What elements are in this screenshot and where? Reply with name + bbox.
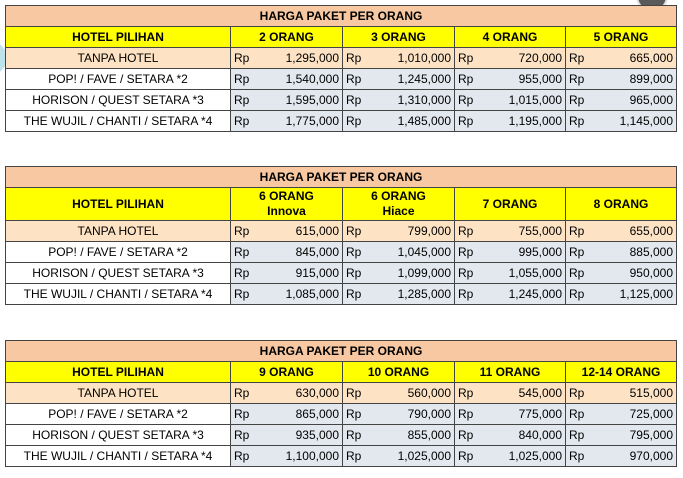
price-cell bbox=[343, 446, 455, 467]
currency-label: Rp bbox=[569, 449, 585, 463]
currency-label: Rp bbox=[458, 51, 474, 65]
currency-label: Rp bbox=[234, 245, 250, 259]
price-cell bbox=[566, 90, 677, 111]
price-cell bbox=[343, 221, 455, 242]
column-header-label: 6 ORANG bbox=[371, 189, 426, 203]
price-value: 1,285,000 bbox=[397, 287, 451, 301]
price-cell bbox=[343, 48, 455, 69]
price-value: 665,000 bbox=[629, 51, 673, 65]
column-header-label: 2 ORANG bbox=[259, 30, 314, 44]
price-cell bbox=[455, 446, 566, 467]
price-value: 1,195,000 bbox=[508, 114, 562, 128]
currency-label: Rp bbox=[346, 287, 362, 301]
table-row bbox=[6, 263, 677, 284]
table-header-row bbox=[6, 362, 677, 383]
price-cell bbox=[455, 90, 566, 111]
price-cell bbox=[343, 90, 455, 111]
currency-label: Rp bbox=[346, 224, 362, 238]
price-cell bbox=[566, 263, 677, 284]
price-value: 885,000 bbox=[629, 245, 673, 259]
currency-label: Rp bbox=[234, 428, 250, 442]
hotel-name: HORISON / QUEST SETARA *3 bbox=[6, 90, 231, 111]
column-header-label: 5 ORANG bbox=[593, 30, 649, 44]
column-header-label: 10 ORANG bbox=[367, 365, 430, 379]
hotel-name: POP! / FAVE / SETARA *2 bbox=[6, 69, 231, 90]
currency-label: Rp bbox=[458, 386, 474, 400]
price-cell bbox=[231, 284, 343, 305]
price-value: 655,000 bbox=[629, 224, 673, 238]
currency-label: Rp bbox=[234, 266, 250, 280]
column-header bbox=[343, 188, 455, 221]
currency-label: Rp bbox=[569, 287, 585, 301]
price-cell bbox=[455, 404, 566, 425]
price-value: 790,000 bbox=[407, 407, 451, 421]
column-header-label: 6 ORANG bbox=[259, 189, 314, 203]
table-title: HARGA PAKET PER ORANG bbox=[6, 167, 677, 188]
price-cell bbox=[231, 425, 343, 446]
table-row bbox=[6, 111, 677, 132]
currency-label: Rp bbox=[569, 428, 585, 442]
price-table-3 bbox=[5, 340, 677, 467]
currency-label: Rp bbox=[458, 449, 474, 463]
price-cell bbox=[343, 69, 455, 90]
column-header-label: 3 ORANG bbox=[371, 30, 426, 44]
table-row bbox=[6, 446, 677, 467]
table-title-row bbox=[6, 167, 677, 188]
price-value: 630,000 bbox=[295, 386, 339, 400]
price-cell bbox=[455, 425, 566, 446]
price-cell bbox=[566, 446, 677, 467]
price-cell bbox=[343, 404, 455, 425]
price-cell bbox=[455, 284, 566, 305]
hotel-name: HORISON / QUEST SETARA *3 bbox=[6, 263, 231, 284]
table-row bbox=[6, 383, 677, 404]
currency-label: Rp bbox=[346, 386, 362, 400]
table-row bbox=[6, 404, 677, 425]
price-value: 865,000 bbox=[295, 407, 339, 421]
column-header bbox=[343, 362, 455, 383]
column-header bbox=[566, 27, 677, 48]
price-value: 755,000 bbox=[518, 224, 562, 238]
currency-label: Rp bbox=[346, 449, 362, 463]
column-header bbox=[455, 188, 566, 221]
table-title: HARGA PAKET PER ORANG bbox=[6, 6, 677, 27]
currency-label: Rp bbox=[569, 114, 585, 128]
table-title-row bbox=[6, 341, 677, 362]
currency-label: Rp bbox=[346, 72, 362, 86]
currency-label: Rp bbox=[234, 51, 250, 65]
column-header-label: 8 ORANG bbox=[593, 196, 649, 211]
currency-label: Rp bbox=[346, 93, 362, 107]
price-value: 795,000 bbox=[629, 428, 673, 442]
price-value: 855,000 bbox=[407, 428, 451, 442]
table-row bbox=[6, 69, 677, 90]
currency-label: Rp bbox=[234, 287, 250, 301]
table-row bbox=[6, 284, 677, 305]
hotel-name: HORISON / QUEST SETARA *3 bbox=[6, 425, 231, 446]
price-value: 965,000 bbox=[629, 93, 673, 107]
price-value: 1,025,000 bbox=[397, 449, 451, 463]
price-value: 899,000 bbox=[629, 72, 673, 86]
price-cell bbox=[455, 221, 566, 242]
currency-label: Rp bbox=[458, 428, 474, 442]
price-value: 950,000 bbox=[629, 266, 673, 280]
price-table-1 bbox=[5, 5, 677, 132]
column-header-vehicle: Hiace bbox=[382, 204, 415, 218]
column-header-label: 4 ORANG bbox=[482, 30, 538, 44]
currency-label: Rp bbox=[346, 114, 362, 128]
hotel-name: TANPA HOTEL bbox=[6, 48, 231, 69]
currency-label: Rp bbox=[458, 72, 474, 86]
hotel-header: HOTEL PILIHAN bbox=[6, 362, 231, 383]
price-cell bbox=[566, 69, 677, 90]
column-header bbox=[343, 27, 455, 48]
price-value: 1,125,000 bbox=[619, 287, 673, 301]
price-cell bbox=[343, 284, 455, 305]
price-value: 1,540,000 bbox=[285, 72, 339, 86]
price-cell bbox=[566, 48, 677, 69]
price-cell bbox=[455, 263, 566, 284]
currency-label: Rp bbox=[346, 428, 362, 442]
price-cell bbox=[343, 383, 455, 404]
price-value: 995,000 bbox=[518, 245, 562, 259]
price-value: 725,000 bbox=[629, 407, 673, 421]
price-cell bbox=[566, 425, 677, 446]
price-value: 1,310,000 bbox=[397, 93, 451, 107]
price-value: 935,000 bbox=[295, 428, 339, 442]
price-value: 915,000 bbox=[295, 266, 339, 280]
currency-label: Rp bbox=[569, 407, 585, 421]
currency-label: Rp bbox=[458, 224, 474, 238]
column-header-label: 12-14 ORANG bbox=[581, 365, 661, 379]
price-value: 1,245,000 bbox=[508, 287, 562, 301]
price-value: 1,025,000 bbox=[508, 449, 562, 463]
price-cell bbox=[566, 111, 677, 132]
currency-label: Rp bbox=[569, 386, 585, 400]
price-cell bbox=[566, 284, 677, 305]
price-value: 955,000 bbox=[518, 72, 562, 86]
price-cell bbox=[231, 221, 343, 242]
price-cell bbox=[231, 383, 343, 404]
price-cell bbox=[231, 242, 343, 263]
price-cell bbox=[343, 111, 455, 132]
currency-label: Rp bbox=[234, 386, 250, 400]
price-value: 970,000 bbox=[629, 449, 673, 463]
column-header-label: 9 ORANG bbox=[259, 365, 314, 379]
currency-label: Rp bbox=[346, 51, 362, 65]
price-cell bbox=[231, 446, 343, 467]
currency-label: Rp bbox=[346, 266, 362, 280]
hotel-name: POP! / FAVE / SETARA *2 bbox=[6, 242, 231, 263]
price-value: 545,000 bbox=[518, 386, 562, 400]
hotel-name: THE WUJIL / CHANTI / SETARA *4 bbox=[6, 111, 231, 132]
price-cell bbox=[231, 404, 343, 425]
price-value: 1,045,000 bbox=[397, 245, 451, 259]
currency-label: Rp bbox=[346, 407, 362, 421]
price-value: 1,295,000 bbox=[285, 51, 339, 65]
table-row bbox=[6, 48, 677, 69]
column-header bbox=[231, 27, 343, 48]
table-title-row bbox=[6, 6, 677, 27]
table-header-row bbox=[6, 188, 677, 221]
price-cell bbox=[566, 242, 677, 263]
column-header bbox=[566, 362, 677, 383]
price-value: 1,015,000 bbox=[508, 93, 562, 107]
price-cell bbox=[455, 242, 566, 263]
price-cell bbox=[343, 242, 455, 263]
currency-label: Rp bbox=[458, 245, 474, 259]
currency-label: Rp bbox=[569, 266, 585, 280]
currency-label: Rp bbox=[234, 72, 250, 86]
table-row bbox=[6, 90, 677, 111]
price-value: 1,010,000 bbox=[397, 51, 451, 65]
currency-label: Rp bbox=[569, 51, 585, 65]
price-value: 775,000 bbox=[518, 407, 562, 421]
currency-label: Rp bbox=[458, 287, 474, 301]
column-header-label: 7 ORANG bbox=[482, 196, 538, 211]
currency-label: Rp bbox=[458, 266, 474, 280]
currency-label: Rp bbox=[458, 114, 474, 128]
currency-label: Rp bbox=[458, 93, 474, 107]
currency-label: Rp bbox=[234, 224, 250, 238]
column-header bbox=[455, 362, 566, 383]
hotel-name: THE WUJIL / CHANTI / SETARA *4 bbox=[6, 446, 231, 467]
price-value: 1,485,000 bbox=[397, 114, 451, 128]
price-value: 1,100,000 bbox=[285, 449, 339, 463]
price-cell bbox=[455, 111, 566, 132]
currency-label: Rp bbox=[569, 245, 585, 259]
price-cell bbox=[231, 69, 343, 90]
currency-label: Rp bbox=[234, 114, 250, 128]
currency-label: Rp bbox=[234, 93, 250, 107]
hotel-name: POP! / FAVE / SETARA *2 bbox=[6, 404, 231, 425]
currency-label: Rp bbox=[569, 93, 585, 107]
currency-label: Rp bbox=[234, 407, 250, 421]
price-value: 1,085,000 bbox=[285, 287, 339, 301]
price-value: 845,000 bbox=[295, 245, 339, 259]
table-header-row bbox=[6, 27, 677, 48]
price-value: 515,000 bbox=[629, 386, 673, 400]
price-value: 720,000 bbox=[518, 51, 562, 65]
price-cell bbox=[455, 69, 566, 90]
price-cell bbox=[566, 221, 677, 242]
column-header bbox=[231, 362, 343, 383]
price-value: 1,595,000 bbox=[285, 93, 339, 107]
price-cell bbox=[566, 404, 677, 425]
price-value: 840,000 bbox=[518, 428, 562, 442]
price-cell bbox=[455, 48, 566, 69]
price-cell bbox=[343, 425, 455, 446]
column-header-vehicle: Innova bbox=[267, 204, 306, 218]
price-table-2 bbox=[5, 166, 677, 305]
price-cell bbox=[231, 90, 343, 111]
price-cell bbox=[231, 263, 343, 284]
table-row bbox=[6, 425, 677, 446]
hotel-name: TANPA HOTEL bbox=[6, 383, 231, 404]
currency-label: Rp bbox=[458, 407, 474, 421]
price-value: 560,000 bbox=[407, 386, 451, 400]
hotel-name: THE WUJIL / CHANTI / SETARA *4 bbox=[6, 284, 231, 305]
column-header bbox=[455, 27, 566, 48]
price-value: 1,099,000 bbox=[397, 266, 451, 280]
currency-label: Rp bbox=[569, 72, 585, 86]
price-cell bbox=[231, 48, 343, 69]
currency-label: Rp bbox=[346, 245, 362, 259]
table-row bbox=[6, 221, 677, 242]
currency-label: Rp bbox=[234, 449, 250, 463]
column-header bbox=[566, 188, 677, 221]
hotel-header: HOTEL PILIHAN bbox=[6, 188, 231, 221]
price-cell bbox=[566, 383, 677, 404]
table-row bbox=[6, 242, 677, 263]
price-value: 799,000 bbox=[407, 224, 451, 238]
price-cell bbox=[455, 383, 566, 404]
table-title: HARGA PAKET PER ORANG bbox=[6, 341, 677, 362]
price-value: 615,000 bbox=[295, 224, 339, 238]
price-value: 1,055,000 bbox=[508, 266, 562, 280]
column-header-label: 11 ORANG bbox=[479, 365, 541, 379]
price-cell bbox=[231, 111, 343, 132]
price-cell bbox=[343, 263, 455, 284]
price-value: 1,775,000 bbox=[285, 114, 339, 128]
currency-label: Rp bbox=[569, 224, 585, 238]
price-value: 1,245,000 bbox=[397, 72, 451, 86]
hotel-name: TANPA HOTEL bbox=[6, 221, 231, 242]
hotel-header: HOTEL PILIHAN bbox=[6, 27, 231, 48]
column-header bbox=[231, 188, 343, 221]
price-value: 1,145,000 bbox=[619, 114, 673, 128]
